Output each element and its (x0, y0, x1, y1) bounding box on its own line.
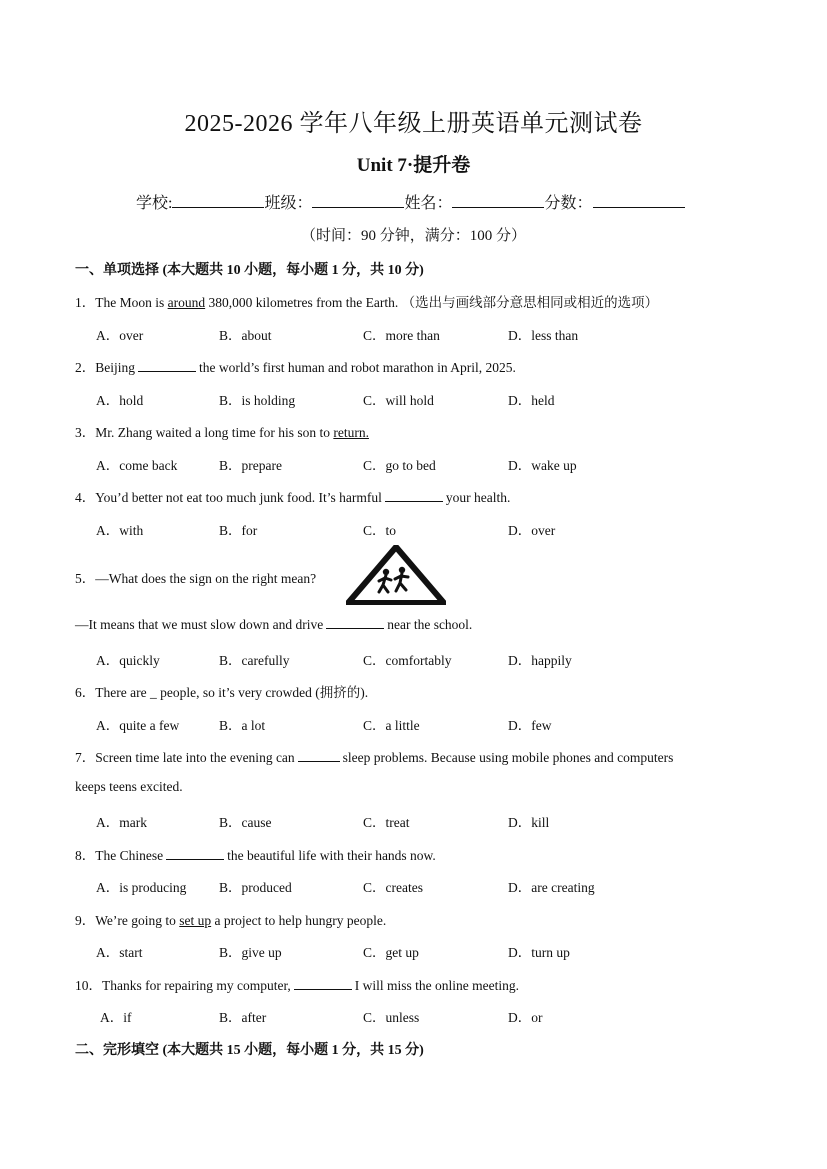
question-7 (75, 746, 673, 766)
question-3 (75, 421, 369, 441)
question-text: Mr. Zhang waited a long time for his son to (95, 425, 330, 440)
q6-option-a[interactable]: A．quite a few (96, 718, 180, 733)
q9-option-c[interactable]: C．get up (363, 945, 419, 960)
answer-blank[interactable] (298, 749, 340, 762)
q5-option-a[interactable]: A．quickly (96, 653, 160, 668)
q6-option-c[interactable]: C．a little (363, 718, 420, 733)
question-text: near the school. (387, 617, 473, 632)
q4-option-c[interactable]: C．to (363, 523, 397, 538)
class-blank[interactable] (312, 193, 404, 208)
time-info: （时间：90 分钟，满分：100 分） (300, 228, 526, 244)
question-text: —It means that we must slow down and drive (75, 617, 324, 632)
score-blank[interactable] (593, 193, 685, 208)
question-number: 7． (75, 750, 96, 765)
question-9 (75, 909, 386, 929)
question-text: The Moon is (95, 295, 165, 310)
question-8 (75, 844, 436, 864)
q10-option-d[interactable]: D．or (508, 1010, 543, 1025)
q5-option-b[interactable]: B．carefully (219, 653, 290, 668)
q7-option-b[interactable]: B．cause (219, 815, 272, 830)
underlined-word: set up (179, 913, 212, 928)
answer-blank[interactable] (326, 616, 384, 629)
name-label: 姓名： (404, 195, 453, 212)
q3-option-d[interactable]: D．wake up (508, 458, 577, 473)
q6-option-b[interactable]: B．a lot (219, 718, 266, 733)
q8-option-c[interactable]: C．creates (363, 880, 423, 895)
q10-option-c[interactable]: C．unless (363, 1010, 420, 1025)
question-text: I will miss the online meeting. (354, 978, 520, 993)
q9-option-b[interactable]: B．give up (219, 945, 282, 960)
q9-option-a[interactable]: A．start (96, 945, 143, 960)
q9-option-d[interactable]: D．turn up (508, 945, 570, 960)
question-6 (75, 681, 368, 701)
question-text: Thanks for repairing my computer, (102, 978, 291, 993)
q1-option-d[interactable]: D．less than (508, 328, 579, 343)
question-number: 1． (75, 295, 96, 310)
q10-option-a[interactable]: A．if (100, 1010, 132, 1025)
underlined-word: return. (333, 425, 369, 440)
question-text: The Chinese (95, 848, 164, 863)
q2-option-d[interactable]: D．held (508, 393, 555, 408)
question-text: Beijing (95, 360, 135, 375)
q2-option-c[interactable]: C．will hold (363, 393, 434, 408)
school-blank[interactable] (172, 193, 264, 208)
question-number: 6． (75, 685, 96, 700)
q3-option-a[interactable]: A．come back (96, 458, 178, 473)
question-number: 5． (75, 571, 96, 586)
q8-option-a[interactable]: A．is producing (96, 880, 187, 895)
question-2 (75, 356, 516, 376)
q8-option-b[interactable]: B．produced (219, 880, 292, 895)
question-text: sleep problems. Because using mobile phones and computers (342, 750, 674, 765)
q10-option-b[interactable]: B．after (219, 1010, 267, 1025)
question-4 (75, 486, 510, 506)
q4-option-b[interactable]: B．for (219, 523, 258, 538)
question-number: 4． (75, 490, 96, 505)
question-text: the beautiful life with their hands now. (227, 848, 436, 863)
q4-option-d[interactable]: D．over (508, 523, 556, 538)
question-number: 3． (75, 425, 96, 440)
school-label: 学校: (136, 195, 173, 212)
question-text: —What does the sign on the right mean? (95, 571, 317, 586)
q8-option-d[interactable]: D．are creating (508, 880, 595, 895)
question-text: Screen time late into the evening can (95, 750, 295, 765)
q1-option-a[interactable]: A．over (96, 328, 144, 343)
question-text: 380,000 kilometres from the Earth. （选出与画线部分意思相同或相近的选项） (208, 295, 659, 310)
q2-option-a[interactable]: A．hold (96, 393, 144, 408)
name-blank[interactable] (452, 193, 544, 208)
q6-option-d[interactable]: D．few (508, 718, 552, 733)
answer-blank[interactable] (385, 489, 443, 502)
q2-option-b[interactable]: B．is holding (219, 393, 296, 408)
section-heading-cloze: 二、完形填空 (本大题共 15 小题，每小题 1 分，共 15 分) (75, 1043, 424, 1058)
section-heading-single-choice: 一、单项选择 (本大题共 10 小题，每小题 1 分，共 10 分) (75, 263, 424, 278)
question-text: your health. (445, 490, 511, 505)
page-title: 2025-2026 学年八年级上册英语单元测试卷 (184, 111, 643, 137)
q7-option-c[interactable]: C．treat (363, 815, 410, 830)
question-5 (75, 567, 316, 587)
question-text: We’re going to (95, 913, 176, 928)
answer-blank[interactable] (138, 359, 196, 372)
page-subtitle: Unit 7·提升卷 (356, 155, 471, 176)
question-7-line-2: keeps teens excited. (75, 779, 183, 794)
question-number: 8． (75, 848, 96, 863)
question-text: You’d better not eat too much junk food. It’s harmful (95, 490, 382, 505)
class-label: 班级： (264, 195, 313, 212)
student-info-line (136, 190, 685, 213)
q7-option-d[interactable]: D．kill (508, 815, 550, 830)
score-label: 分数： (544, 195, 593, 212)
question-number: 2． (75, 360, 96, 375)
question-1 (75, 291, 658, 311)
q5-option-c[interactable]: C．comfortably (363, 653, 452, 668)
question-text: There are _ people, so it’s very crowded (拥挤的). (95, 685, 369, 700)
answer-blank[interactable] (294, 977, 352, 990)
question-5-line-2 (75, 616, 472, 633)
q3-option-c[interactable]: C．go to bed (363, 458, 436, 473)
question-number: 10． (75, 978, 102, 993)
q1-option-b[interactable]: B．about (219, 328, 272, 343)
answer-blank[interactable] (166, 847, 224, 860)
q1-option-c[interactable]: C．more than (363, 328, 440, 343)
q4-option-a[interactable]: A．with (96, 523, 144, 538)
children-crossing-sign-icon (346, 545, 446, 605)
question-text: a project to help hungry people. (214, 913, 387, 928)
underlined-word: around (167, 295, 206, 310)
q7-option-a[interactable]: A．mark (96, 815, 147, 830)
question-number: 9． (75, 913, 96, 928)
q5-option-d[interactable]: D．happily (508, 653, 572, 668)
question-text: the world’s first human and robot marathon in April, 2025. (199, 360, 516, 375)
question-10 (75, 974, 519, 994)
q3-option-b[interactable]: B．prepare (219, 458, 282, 473)
